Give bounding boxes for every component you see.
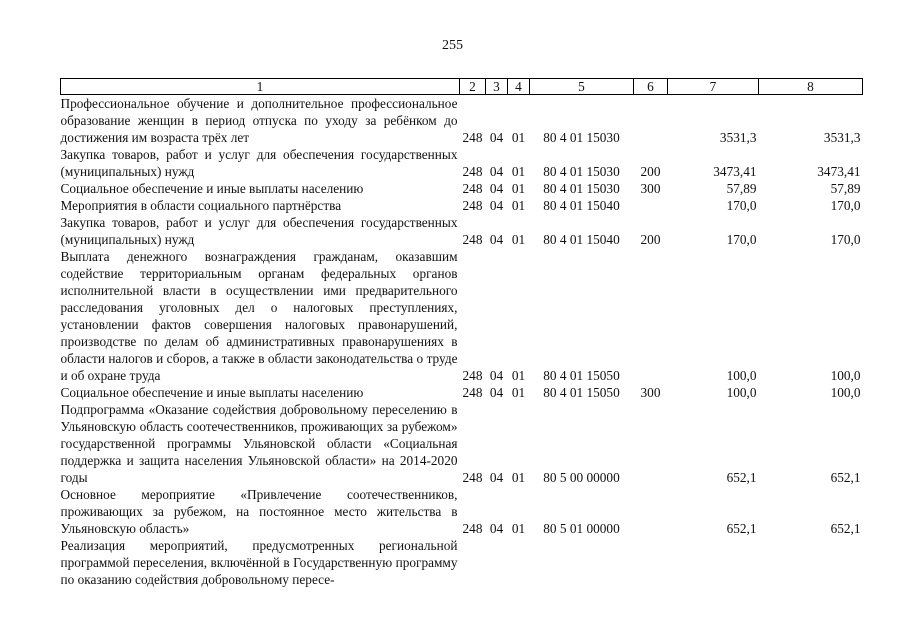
- row-ministry-code: 248: [462, 130, 483, 145]
- row-ministry-code: 248: [462, 385, 483, 400]
- row-expense-type: 200: [640, 164, 661, 179]
- row-section-code: 04: [489, 181, 504, 196]
- row-subsection-code: 01: [511, 470, 526, 485]
- row-subsection-code: 01: [511, 181, 526, 196]
- table-header: [61, 79, 863, 95]
- row-amount-7: 652,1: [726, 521, 757, 536]
- row-target-code: 80 4 01 15040: [543, 198, 620, 213]
- table-row: [61, 214, 863, 248]
- row-section-code: 04: [489, 521, 504, 536]
- row-amount-8: 170,0: [830, 232, 861, 247]
- row-section-code: 04: [489, 198, 504, 213]
- row-expense-type: [634, 401, 668, 486]
- row-expense-type: [634, 248, 668, 384]
- row-amount-7: 170,0: [726, 232, 757, 247]
- page-number: 255: [442, 38, 463, 53]
- table-row: [61, 537, 863, 588]
- row-ministry-code: 248: [462, 521, 483, 536]
- row-amount-8: 57,89: [830, 181, 861, 196]
- row-amount-7: 100,0: [726, 385, 757, 400]
- row-target-code: 80 4 01 15030: [543, 164, 620, 179]
- row-name: Основное мероприятие «Привлечение соотечественников, проживающих за рубежом, на постоянное место жительства в Ульяновскую область»: [60, 487, 458, 536]
- table-row: [61, 180, 863, 197]
- row-name: Закупка товаров, работ и услуг для обеспечения государственных (муниципальных) нужд: [60, 147, 458, 179]
- row-ministry-code: [460, 537, 486, 588]
- row-expense-type: [634, 486, 668, 537]
- header-row: [61, 79, 863, 95]
- row-ministry-code: 248: [462, 198, 483, 213]
- table-row: [61, 486, 863, 537]
- row-ministry-code: 248: [462, 470, 483, 485]
- table-row: [61, 384, 863, 401]
- row-ministry-code: 248: [462, 181, 483, 196]
- row-target-code: 80 4 01 15030: [543, 181, 620, 196]
- table-row: [61, 146, 863, 180]
- row-expense-type: 300: [640, 385, 661, 400]
- row-subsection-code: 01: [511, 368, 526, 383]
- row-amount-7: 3473,41: [713, 164, 757, 179]
- row-amount-7: 57,89: [726, 181, 757, 196]
- row-expense-type: [634, 197, 668, 214]
- table-body: [61, 95, 863, 589]
- header-col-4: 4: [508, 79, 530, 95]
- row-amount-7: 170,0: [726, 198, 757, 213]
- header-col-2: 2: [460, 79, 486, 95]
- row-amount-8: 652,1: [830, 521, 861, 536]
- row-section-code: 04: [489, 164, 504, 179]
- row-target-code: 80 5 01 00000: [543, 521, 620, 536]
- row-section-code: 04: [489, 130, 504, 145]
- row-target-code: 80 4 01 15040: [543, 232, 620, 247]
- row-amount-8: 170,0: [830, 198, 861, 213]
- row-name: Закупка товаров, работ и услуг для обеспечения государственных (муниципальных) нужд: [60, 215, 458, 247]
- row-ministry-code: 248: [462, 164, 483, 179]
- row-amount-7: 3531,3: [719, 130, 757, 145]
- row-name: Выплата денежного вознаграждения гражданам, оказавшим содействие территориальным органам федеральных органов исполнительной власти в осуществлении ими предварительного расследования уголовных дел о налоговых преступлениях, установлении фактов совершения налоговых правонарушений, производстве по делам об административных правонарушениях в области налогов и сборов, а также в области законодательства о труде и об охране труда: [60, 249, 458, 383]
- row-amount-8: 3531,3: [823, 130, 861, 145]
- table-row: [61, 197, 863, 214]
- row-expense-type: [634, 537, 668, 588]
- table-row: [61, 95, 863, 147]
- header-col-1: 1: [61, 79, 460, 95]
- row-subsection-code: [508, 537, 530, 588]
- table-row: [61, 401, 863, 486]
- row-target-code: 80 4 01 15050: [543, 385, 620, 400]
- row-amount-7: 652,1: [726, 470, 757, 485]
- row-subsection-code: 01: [511, 232, 526, 247]
- row-name: Социальное обеспечение и иные выплаты населению: [60, 385, 364, 400]
- table-row: [61, 248, 863, 384]
- row-ministry-code: 248: [462, 368, 483, 383]
- row-target-code: 80 5 00 00000: [543, 470, 620, 485]
- row-target-code: [530, 537, 634, 588]
- row-section-code: [486, 537, 508, 588]
- row-amount-8: [759, 537, 863, 588]
- row-section-code: 04: [489, 385, 504, 400]
- row-name: Подпрограмма «Оказание содействия добровольному переселению в Ульяновскую область соотечественников, проживающих за рубежом» государственной программы Ульяновской области «Социальная поддержка и защита населения Ульяновской области» на 2014-2020 годы: [60, 402, 458, 485]
- row-amount-8: 100,0: [830, 385, 861, 400]
- row-amount-7: [668, 537, 759, 588]
- row-amount-8: 652,1: [830, 470, 861, 485]
- header-col-3: 3: [486, 79, 508, 95]
- row-subsection-code: 01: [511, 385, 526, 400]
- row-expense-type: 200: [640, 232, 661, 247]
- row-amount-7: 100,0: [726, 368, 757, 383]
- row-section-code: 04: [489, 470, 504, 485]
- row-section-code: 04: [489, 368, 504, 383]
- header-col-7: 7: [668, 79, 759, 95]
- row-target-code: 80 4 01 15030: [543, 130, 620, 145]
- row-amount-8: 3473,41: [817, 164, 861, 179]
- row-subsection-code: 01: [511, 164, 526, 179]
- row-name: Социальное обеспечение и иные выплаты населению: [60, 181, 364, 196]
- row-section-code: 04: [489, 232, 504, 247]
- row-name: Мероприятия в области социального партнёрства: [60, 198, 342, 213]
- row-ministry-code: 248: [462, 232, 483, 247]
- row-subsection-code: 01: [511, 198, 526, 213]
- row-name: Профессиональное обучение и дополнительное профессиональное образование женщин в период отпуска по уходу за ребёнком до достижения им возраста трёх лет: [60, 96, 458, 145]
- row-amount-8: 100,0: [830, 368, 861, 383]
- header-col-5: 5: [530, 79, 634, 95]
- row-target-code: 80 4 01 15050: [543, 368, 620, 383]
- budget-table: [60, 78, 863, 588]
- row-expense-type: 300: [640, 181, 661, 196]
- row-expense-type: [634, 95, 668, 147]
- row-subsection-code: 01: [511, 130, 526, 145]
- row-subsection-code: 01: [511, 521, 526, 536]
- header-col-8: 8: [759, 79, 863, 95]
- header-col-6: 6: [634, 79, 668, 95]
- row-name: Реализация мероприятий, предусмотренных региональной программой переселения, включённой в Государственную программу по оказанию содействия добровольному пересе-: [60, 538, 458, 587]
